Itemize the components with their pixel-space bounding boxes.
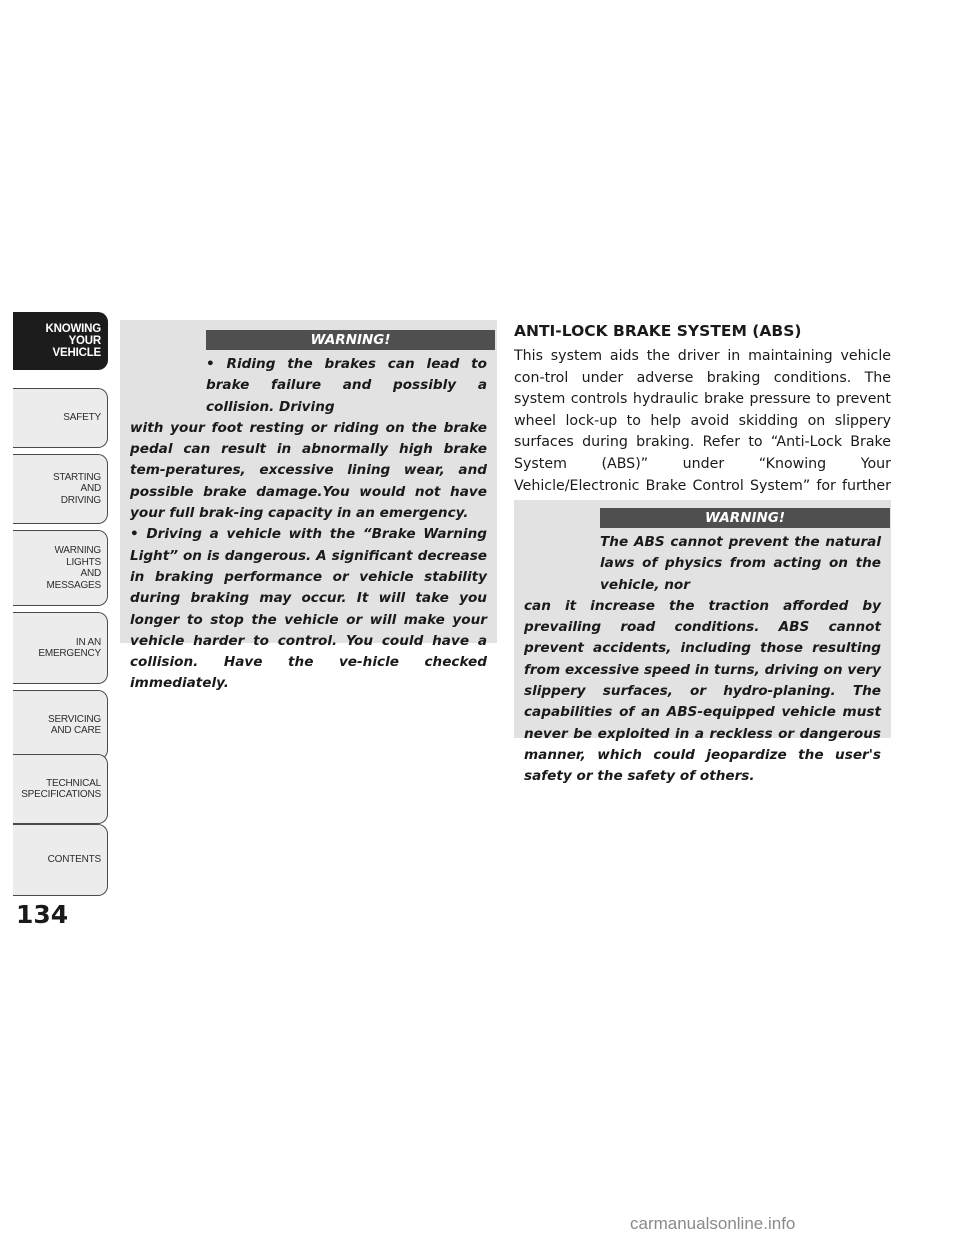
warning-bullet-1-first: • Riding the brakes can lead to brake failure and possibly a collision. Driving — [206, 356, 487, 415]
warning-bullet-2: • Driving a vehicle with the “Brake Warning Light” on is dangerous. A significant decrease in braking performance or vehicle stability during braking may occur. It will take you longer to stop the vehicle or will make your vehicle harder to control. You could have a collision. Have the ve-hicle checked immediately. — [130, 526, 487, 692]
abs-warning-first: The ABS cannot prevent the natural laws of physics from acting on the vehicle, nor — [600, 534, 881, 593]
warning-title: WARNING! — [206, 330, 495, 350]
tab-starting-and-driving[interactable]: STARTING AND DRIVING — [13, 454, 108, 524]
tab-technical-specifications[interactable]: TECHNICAL SPECIFICATIONS — [13, 754, 108, 824]
abs-heading: ANTI-LOCK BRAKE SYSTEM (ABS) — [514, 322, 802, 340]
abs-body: This system aids the driver in maintaining vehicle con-trol under adverse braking conditions. The system controls hydraulic brake pressure to prevent wheel lock-up to help avoid skidding on slippery surfaces during braking. Refer to “Anti-Lock Brake System (ABS)” under “Knowing Your Vehicle/Electronic Brake Control System” for further — [514, 348, 891, 494]
warning-text — [130, 354, 487, 695]
watermark: carmanualsonline.info — [630, 1214, 796, 1233]
tab-warning-lights-and-messages[interactable]: WARNING LIGHTS AND MESSAGES — [13, 530, 108, 606]
abs-warning-rest: can it increase the traction afforded by prevailing road conditions. ABS cannot prevent accidents, including those resulting from excessive speed in turns, driving on very slippery surfaces, or hydro-planing. The capabilities of an ABS-equipped vehicle must never be exploited in a reckless or dangerous manner, which could jeopardize the user's safety or the safety of others. — [524, 597, 881, 785]
page-number: 134 — [16, 900, 69, 929]
tab-knowing-your-vehicle[interactable]: KNOWING YOUR VEHICLE — [13, 312, 108, 370]
warning-bullet-1-rest: with your foot resting or riding on the brake pedal can result in abnormally high brake tem-peratures, excessive lining wear, and possible brake damage.You would not have your full brak-ing capacity in an emergency. — [130, 419, 487, 522]
abs-warning-box — [514, 500, 891, 785]
tab-in-an-emergency[interactable]: IN AN EMERGENCY — [13, 612, 108, 684]
warning-text — [524, 532, 881, 788]
warning-title: WARNING! — [600, 508, 890, 528]
tab-contents[interactable]: CONTENTS — [13, 824, 108, 896]
tab-safety[interactable]: SAFETY — [13, 388, 108, 448]
tab-servicing-and-care[interactable]: SERVICING AND CARE — [13, 690, 108, 760]
brake-warning-box — [120, 320, 497, 692]
